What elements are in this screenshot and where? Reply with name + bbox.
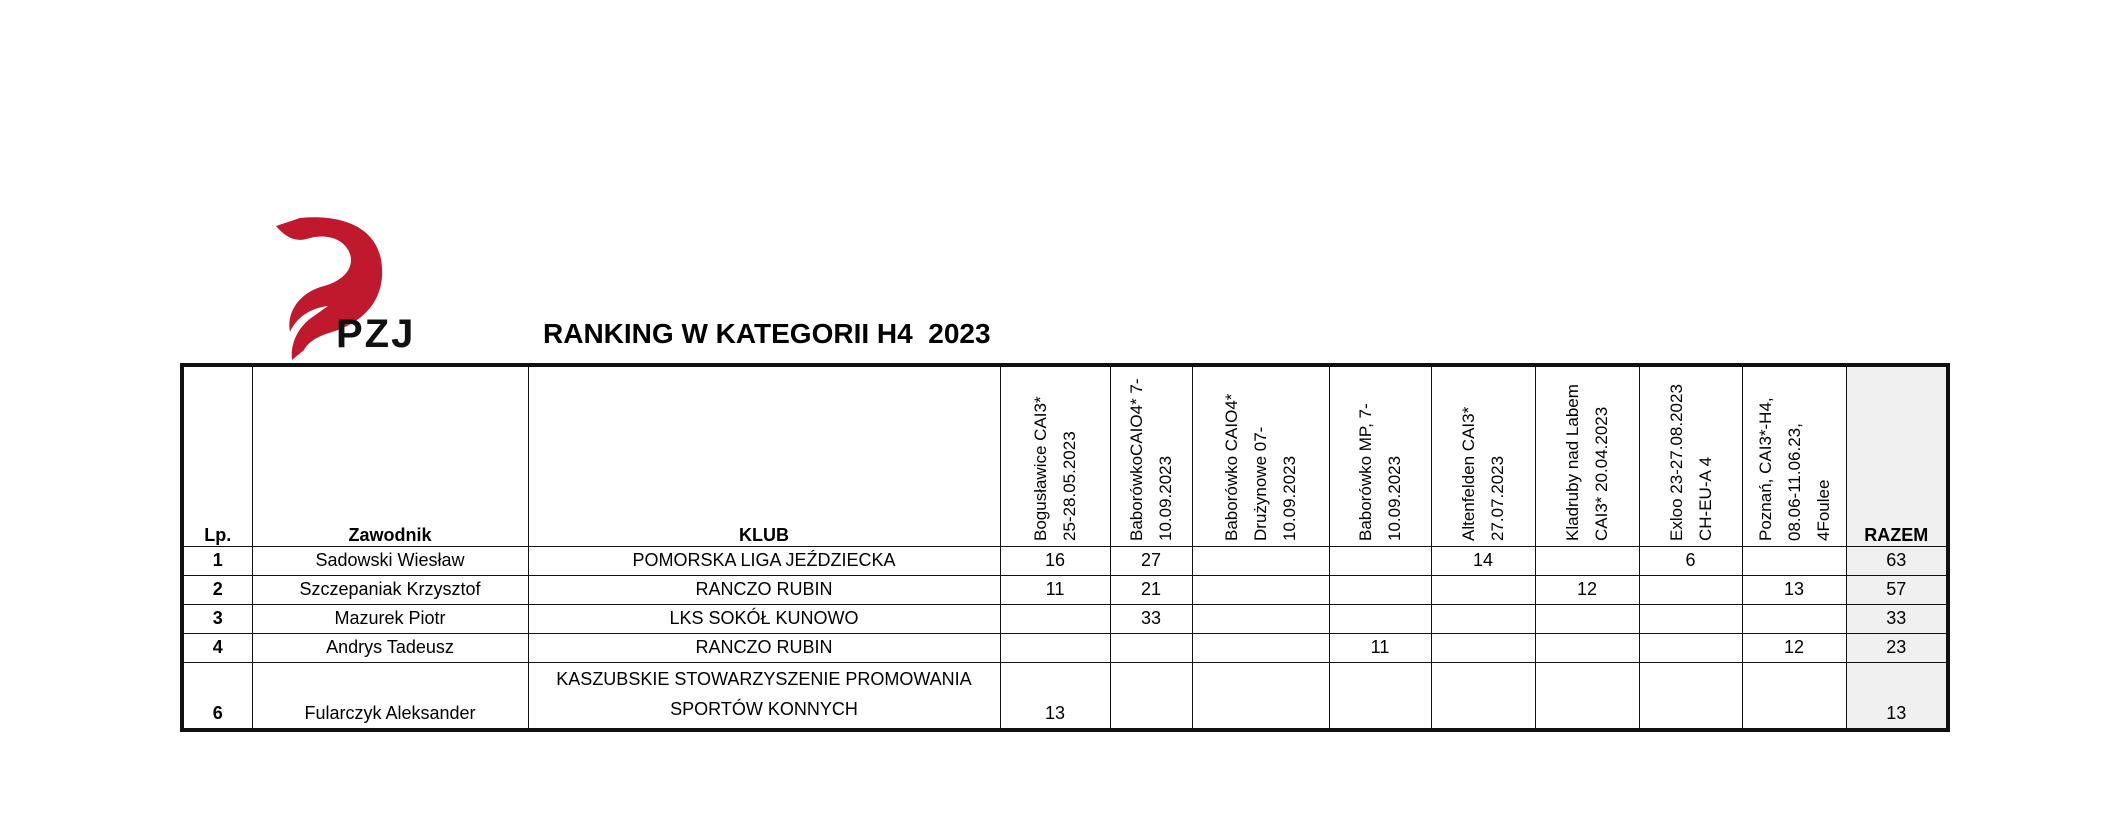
- cell-points: 16: [1000, 546, 1110, 575]
- cell-points: [1639, 633, 1742, 662]
- cell-razem: 33: [1846, 604, 1948, 633]
- cell-zawodnik: Andrys Tadeusz: [252, 633, 528, 662]
- cell-points: [1535, 662, 1639, 730]
- cell-lp: 1: [182, 546, 252, 575]
- cell-points: 12: [1535, 575, 1639, 604]
- header-event-boguslawice: [1000, 365, 1110, 546]
- cell-zawodnik: Szczepaniak Krzysztof: [252, 575, 528, 604]
- table-row: [182, 662, 1948, 730]
- page-title: RANKING W KATEGORII H4 2023: [543, 318, 991, 349]
- table-row: [182, 546, 1948, 575]
- header-event-exloo: [1639, 365, 1742, 546]
- header-event-baborowko-caio4: [1110, 365, 1192, 546]
- header-event-label: Baborówko MP, 7-10.09.2023: [1356, 402, 1404, 541]
- cell-points: [1639, 662, 1742, 730]
- logo-text: PZJ: [336, 312, 416, 356]
- table-row: [182, 633, 1948, 662]
- cell-lp: 4: [182, 633, 252, 662]
- header-event-label: BaborówkoCAIO4* 7-10.09.2023: [1127, 377, 1175, 541]
- header-event-kladruby: [1535, 365, 1639, 546]
- cell-points: [1639, 575, 1742, 604]
- cell-points: [1000, 633, 1110, 662]
- table-row: [182, 575, 1948, 604]
- cell-points: 6: [1639, 546, 1742, 575]
- header-event-baborowko-druzynowe: [1192, 365, 1329, 546]
- cell-points: [1431, 604, 1535, 633]
- cell-zawodnik: Fularczyk Aleksander: [252, 662, 528, 730]
- cell-klub: RANCZO RUBIN: [528, 575, 1000, 604]
- cell-points: [1192, 604, 1329, 633]
- header-klub: KLUB: [528, 365, 1000, 546]
- table-header-row: [182, 365, 1948, 546]
- header-event-label: Poznań, CAI3*-H4, 08.06-11.06.23, 4Foulee: [1755, 396, 1833, 541]
- header-event-poznan: [1742, 365, 1846, 546]
- cell-razem: 23: [1846, 633, 1948, 662]
- cell-points: 21: [1110, 575, 1192, 604]
- ranking-table: [180, 363, 1950, 732]
- cell-razem: 57: [1846, 575, 1948, 604]
- header-event-label: Bogusławice CAI3* 25-28.05.2023: [1031, 395, 1079, 541]
- cell-klub: POMORSKA LIGA JEŹDZIECKA: [528, 546, 1000, 575]
- header-razem: RAZEM: [1846, 365, 1948, 546]
- cell-klub: LKS SOKÓŁ KUNOWO: [528, 604, 1000, 633]
- cell-points: [1329, 662, 1431, 730]
- cell-points: [1329, 604, 1431, 633]
- cell-zawodnik: Mazurek Piotr: [252, 604, 528, 633]
- cell-points: [1742, 604, 1846, 633]
- cell-points: [1535, 604, 1639, 633]
- cell-points: [1329, 546, 1431, 575]
- header-event-label: Kladruby nad Labem CAI3* 20.04.2023: [1563, 383, 1611, 541]
- cell-points: [1639, 604, 1742, 633]
- header-event-altenfelden: [1431, 365, 1535, 546]
- cell-points: [1192, 575, 1329, 604]
- cell-points: [1000, 604, 1110, 633]
- cell-points: [1535, 633, 1639, 662]
- cell-razem: 63: [1846, 546, 1948, 575]
- cell-points: [1431, 633, 1535, 662]
- header-lp: Lp.: [182, 365, 252, 546]
- header-zawodnik: Zawodnik: [252, 365, 528, 546]
- cell-klub: RANCZO RUBIN: [528, 633, 1000, 662]
- header-event-label: Exloo 23-27.08.2023 CH-EU-A 4: [1666, 383, 1715, 541]
- cell-points: 13: [1000, 662, 1110, 730]
- cell-points: 12: [1742, 633, 1846, 662]
- cell-points: 14: [1431, 546, 1535, 575]
- cell-points: [1192, 546, 1329, 575]
- table-row: [182, 604, 1948, 633]
- cell-razem: 13: [1846, 662, 1948, 730]
- cell-points: [1742, 546, 1846, 575]
- header-event-baborowko-mp: [1329, 365, 1431, 546]
- cell-lp: 3: [182, 604, 252, 633]
- cell-points: [1110, 662, 1192, 730]
- cell-points: [1192, 662, 1329, 730]
- cell-points: [1535, 546, 1639, 575]
- header-event-label: Baborówko CAIO4* Drużynowe 07-10.09.2023: [1222, 393, 1299, 541]
- cell-lp: 6: [182, 662, 252, 730]
- cell-points: [1431, 575, 1535, 604]
- pzj-logo: [270, 216, 420, 362]
- cell-zawodnik: Sadowski Wiesław: [252, 546, 528, 575]
- cell-points: 13: [1742, 575, 1846, 604]
- cell-klub: KASZUBSKIE STOWARZYSZENIE PROMOWANIA SPORTÓW KONNYCH: [528, 662, 1000, 730]
- cell-points: 27: [1110, 546, 1192, 575]
- cell-points: [1192, 633, 1329, 662]
- cell-points: 11: [1329, 633, 1431, 662]
- cell-lp: 2: [182, 575, 252, 604]
- cell-points: [1110, 633, 1192, 662]
- cell-points: [1742, 662, 1846, 730]
- header-event-label: Altenfelden CAI3* 27.07.2023: [1459, 406, 1507, 541]
- cell-points: [1329, 575, 1431, 604]
- cell-points: 33: [1110, 604, 1192, 633]
- cell-points: 11: [1000, 575, 1110, 604]
- cell-points: [1431, 662, 1535, 730]
